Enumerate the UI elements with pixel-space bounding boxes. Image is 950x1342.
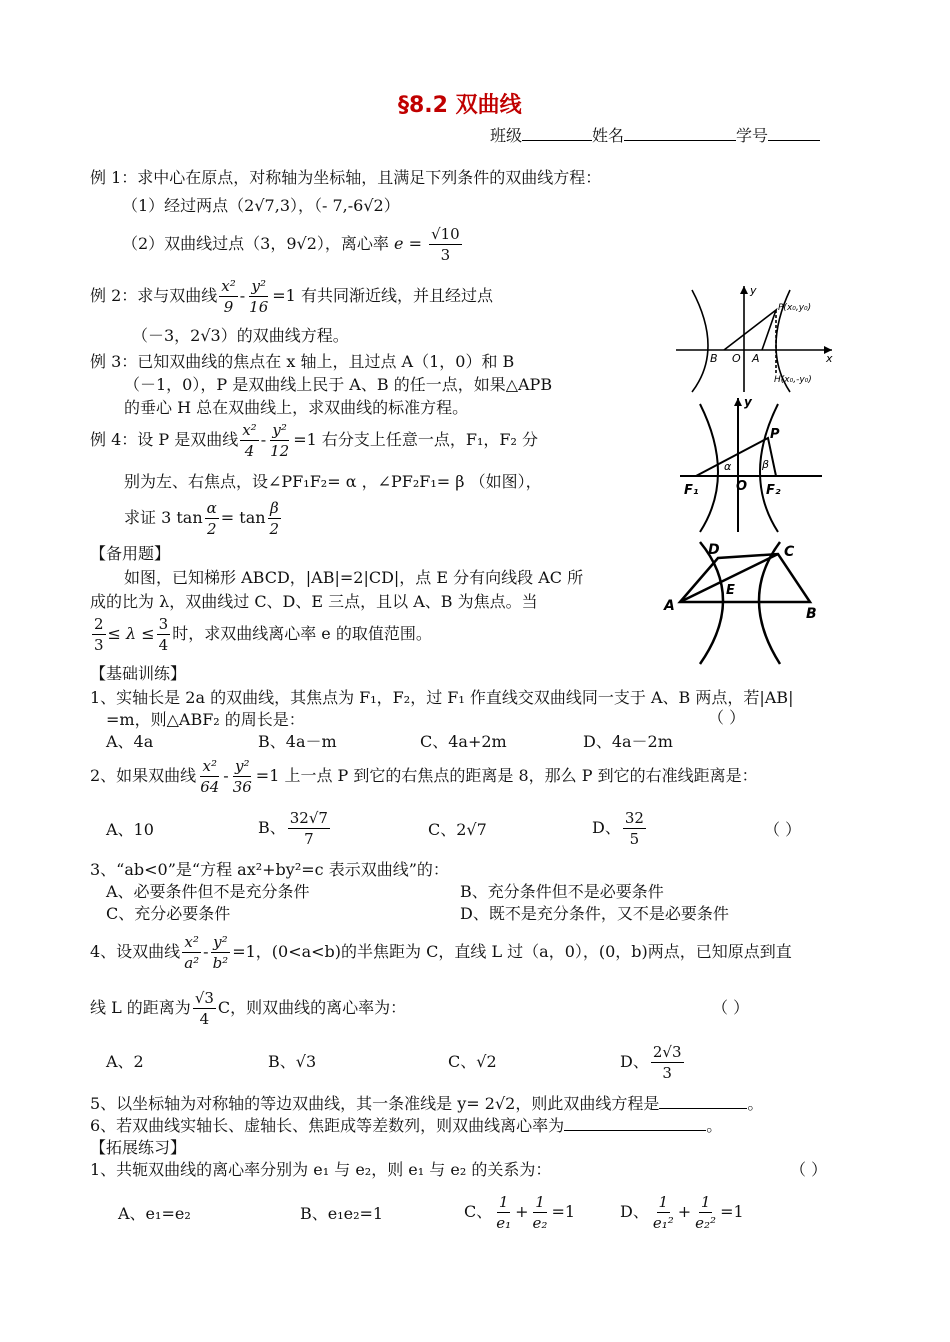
q2-x-frac — [198, 758, 221, 795]
frac-den: 2 — [206, 520, 217, 538]
id-label: 学号 — [736, 126, 769, 145]
id-blank[interactable] — [768, 126, 820, 141]
frac-num: x² — [202, 757, 217, 775]
basic-q4-option-a[interactable]: A、2 — [106, 1052, 144, 1071]
page-title: §8.2 双曲线 — [398, 93, 522, 118]
q4-y-frac — [211, 934, 231, 971]
ex2-pre: 例 2：求与双曲线 — [90, 286, 218, 305]
frac-den: 4 — [199, 1010, 210, 1028]
frac-den: 9 — [223, 298, 234, 316]
option-letter: C、 — [464, 1202, 493, 1221]
basic-q1-answer-paren[interactable]: （ ） — [708, 708, 746, 727]
q4-post: =1，(0<a<b)的半焦距为 C，直线 L 过（a，0），(0，b)两点，已知原点到直 — [232, 942, 792, 961]
equals: =1 — [551, 1202, 576, 1221]
ex4-prove-pre: 求证 3 tan — [124, 508, 203, 527]
d-frac-2 — [693, 1194, 718, 1231]
figure-trapezoid — [660, 536, 830, 668]
upper-bound-frac — [157, 616, 171, 653]
student-info — [490, 126, 820, 146]
basic-q3-option-a[interactable]: A、必要条件但不是充分条件 — [106, 882, 310, 901]
frac-den: 12 — [270, 442, 290, 460]
q2-pre: 2、如果双曲线 — [90, 766, 197, 785]
ex1-e-label: e = — [394, 234, 422, 253]
frac-den: 64 — [200, 778, 220, 796]
ex4-prove — [124, 498, 283, 538]
spare-line3-post: 时，求双曲线离心率 e 的取值范围。 — [172, 624, 432, 643]
fig3-label-a: A — [664, 598, 675, 614]
fig3-label-e: E — [726, 583, 735, 598]
ex4-x-frac — [240, 422, 258, 459]
option-letter: D、 — [620, 1202, 649, 1221]
ex4-y-frac — [268, 422, 291, 459]
frac-den: e₁² — [652, 1214, 674, 1232]
fig3-label-b: B — [806, 606, 817, 622]
frac-den: 3 — [662, 1064, 672, 1082]
ex1-head: 例 1：求中心在原点，对称轴为坐标轴，且满足下列条件的双曲线方程： — [90, 168, 602, 187]
ex4-post: =1 右分支上任意一点，F₁，F₂ 分 — [293, 430, 538, 449]
q4-line2-post: C，则双曲线的离心率为： — [217, 998, 407, 1017]
fig1-label-h: H(x₀,-y₀) — [774, 375, 812, 385]
q2-d-frac — [623, 810, 646, 847]
basic-q3-option-c[interactable]: C、充分必要条件 — [106, 904, 231, 923]
frac-num: 2 — [94, 615, 104, 633]
fig3-label-c: C — [784, 544, 795, 560]
frac-den: b² — [212, 954, 229, 972]
basic-q4-option-b[interactable]: B、√3 — [268, 1052, 317, 1071]
frac-den: e₂² — [695, 1214, 717, 1232]
basic-q1-line2: =m，则△ABF₂ 的周长是： — [106, 710, 305, 729]
class-blank[interactable] — [522, 126, 592, 141]
plus-sign: + — [515, 1202, 529, 1221]
frac-num: 3 — [158, 615, 169, 633]
minus-sign: - — [203, 942, 209, 961]
ex2-x-frac — [219, 278, 237, 315]
q4-pre: 4、设双曲线 — [90, 942, 181, 961]
alpha-half-frac — [205, 500, 219, 537]
fig1-label-a: A — [752, 352, 760, 365]
frac-num: y² — [251, 277, 266, 295]
ex2-post: =1 有共同渐近线，并且经过点 — [272, 286, 493, 305]
q5-end: 。 — [747, 1094, 764, 1113]
lower-bound-frac — [92, 616, 106, 653]
equals: =1 — [720, 1202, 744, 1221]
ex1-eccentricity-frac — [429, 226, 462, 263]
ex4-line2: 别为左、右焦点，设∠PF₁F₂= α ，∠PF₂F₁= β （如图）， — [124, 472, 542, 491]
extend-q1-option-b[interactable]: B、e₁e₂=1 — [300, 1204, 384, 1223]
basic-q1-option-c[interactable]: C、4a+2m — [420, 732, 507, 751]
fig3-label-d: D — [708, 542, 720, 558]
c-frac-1 — [494, 1194, 513, 1231]
frac-num: 1 — [700, 1193, 711, 1211]
figure-focal-angles — [676, 392, 826, 534]
q6-end: 。 — [706, 1116, 723, 1135]
extend-q1-option-d[interactable] — [620, 1190, 744, 1234]
option-letter: B、 — [258, 818, 286, 837]
ex4-pre: 例 4：设 P 是双曲线 — [90, 430, 239, 449]
basic-q2-answer-paren[interactable]: （ ） — [764, 820, 802, 839]
extend-q1-line: 1、共轭双曲线的离心率分别为 e₁ 与 e₂，则 e₁ 与 e₂ 的关系为： — [90, 1160, 552, 1179]
minus-sign: - — [260, 430, 267, 449]
basic-q2-option-d[interactable] — [592, 808, 648, 848]
q2-post: =1 上一点 P 到它的右焦点的距离是 8，那么 P 到它的右准线距离是： — [255, 766, 758, 785]
basic-q4-answer-paren[interactable]: （ ） — [712, 998, 750, 1017]
basic-q4-line2 — [90, 988, 406, 1028]
basic-heading: 【基础训练】 — [90, 664, 187, 683]
ex1-part2-text: （2）双曲线过点（3，9√2），离心率 — [122, 234, 389, 253]
frac-den: 4 — [244, 442, 255, 460]
basic-q3-line: 3、“ab<0”是“方程 ax²+by²=c 表示双曲线”的： — [90, 860, 449, 879]
option-letter: D、 — [620, 1052, 649, 1071]
frac-den: 3 — [94, 636, 104, 654]
basic-q4-line1 — [90, 932, 792, 972]
frac-num: y² — [272, 421, 287, 439]
q2-y-frac — [231, 758, 254, 795]
extend-q1-answer-paren[interactable]: （ ） — [790, 1160, 828, 1179]
basic-q1-option-d[interactable]: D、4a－2m — [583, 732, 673, 751]
frac-den: 16 — [249, 298, 269, 316]
spare-heading: 【备用题】 — [90, 544, 171, 563]
frac-num: 1 — [535, 1193, 545, 1211]
d-frac-1 — [651, 1194, 676, 1231]
frac-den: 7 — [304, 830, 314, 848]
frac-den: 5 — [629, 830, 640, 848]
frac-num: α — [206, 499, 217, 517]
lambda-range: ≤ λ ≤ — [107, 624, 155, 643]
frac-num: y² — [234, 757, 250, 775]
frac-num: 32 — [624, 809, 644, 827]
frac-den: 4 — [158, 636, 169, 654]
frac-num: 1 — [498, 1193, 509, 1211]
frac-num: x² — [242, 421, 257, 439]
fig1-label-x: x — [826, 352, 833, 365]
name-blank[interactable] — [624, 126, 736, 141]
minus-sign: - — [223, 766, 229, 785]
frac-num: x² — [221, 277, 236, 295]
basic-q5-line — [90, 1094, 763, 1114]
ex3-line2: （－1，0），P 是双曲线上民于 A、B 的任一点，如果△APB — [124, 375, 553, 394]
frac-den: a² — [184, 954, 200, 972]
fig1-label-o: O — [732, 352, 741, 365]
left-branch — [692, 290, 708, 392]
basic-q1-option-a[interactable]: A、4a — [106, 732, 154, 751]
frac-num: β — [269, 499, 279, 517]
frac-num: y² — [213, 933, 228, 951]
basic-q2-option-b[interactable] — [258, 808, 332, 848]
basic-q4-option-d[interactable] — [620, 1042, 686, 1082]
spare-line1: 如图，已知梯形 ABCD，|AB|=2|CD|，点 E 分有向线段 AC 所 — [124, 568, 584, 587]
ex4-line1 — [90, 420, 538, 460]
ex2-line2: （－3，2√3）的双曲线方程。 — [132, 326, 349, 345]
frac-den: 36 — [232, 778, 252, 796]
frac-num: √3 — [194, 989, 214, 1007]
fig1-label-b: B — [710, 352, 718, 365]
ex2-y-frac — [247, 278, 270, 315]
frac-num: x² — [184, 933, 199, 951]
minus-sign: - — [239, 286, 246, 305]
name-label: 姓名 — [592, 126, 625, 145]
trapezoid-abcd — [680, 554, 810, 602]
q4-dist-frac — [193, 990, 216, 1027]
plus-sign: + — [677, 1202, 692, 1221]
fig2-label-o: O — [736, 479, 748, 494]
ex1-part1: （1）经过两点（2√7,3），（- 7,-6√2） — [122, 196, 400, 215]
fig1-label-y: y — [750, 284, 757, 297]
q5-answer-blank[interactable] — [659, 1094, 747, 1109]
frac-num: 2√3 — [652, 1043, 682, 1061]
spare-line2: 成的比为 λ，双曲线过 C、D、E 三点，且以 A、B 为焦点。当 — [90, 592, 538, 611]
ex1-part2 — [122, 224, 464, 264]
basic-q2-option-a[interactable]: A、10 — [106, 820, 154, 839]
beta-half-frac — [268, 500, 282, 537]
spare-line3 — [90, 614, 432, 654]
q4-line2-pre: 线 L 的距离为 — [90, 998, 191, 1017]
basic-q2-option-c[interactable]: C、2√7 — [428, 820, 487, 839]
c-frac-2 — [531, 1194, 550, 1231]
fig2-label-y: y — [744, 395, 752, 409]
q4-x-frac — [182, 934, 201, 971]
basic-q6-line — [90, 1116, 722, 1136]
frac-num: 32√7 — [289, 809, 328, 827]
basic-q2-line — [90, 756, 758, 796]
basic-q1-option-b[interactable]: B、4a－m — [258, 732, 337, 751]
basic-q3-option-b[interactable]: B、充分条件但不是必要条件 — [460, 882, 664, 901]
frac-num: 1 — [658, 1193, 669, 1211]
frac-den: 2 — [269, 520, 280, 538]
frac-den: e₂ — [532, 1214, 548, 1232]
fig2-label-f2: F₂ — [766, 483, 781, 498]
figure-orthocenter — [672, 282, 842, 394]
q2-b-frac — [288, 810, 330, 847]
fig2-label-f1: F₁ — [684, 483, 699, 498]
basic-q1-line1: 1、实轴长是 2a 的双曲线，其焦点为 F₁，F₂，过 F₁ 作直线交双曲线同一支于 A、B 两点，若|AB| — [90, 688, 794, 707]
extend-q1-option-c[interactable] — [464, 1190, 575, 1234]
fig2-label-alpha: α — [724, 460, 732, 473]
ex3-line3: 的垂心 H 总在双曲线上，求双曲线的标准方程。 — [124, 398, 469, 417]
q4-d-frac — [651, 1044, 684, 1081]
ex4-mid: = tan — [220, 508, 266, 527]
basic-q3-option-d[interactable]: D、既不是充分条件，又不是必要条件 — [460, 904, 729, 923]
ex2-line1 — [90, 276, 493, 316]
q5-text: 5、以坐标轴为对称轴的等边双曲线，其一条准线是 y= 2√2，则此双曲线方程是 — [90, 1094, 660, 1113]
basic-q4-option-c[interactable]: C、√2 — [448, 1052, 497, 1071]
option-letter: D、 — [592, 818, 621, 837]
fig2-label-p: P — [770, 427, 780, 442]
left-branch — [700, 404, 718, 532]
ex3-line1: 例 3：已知双曲线的焦点在 x 轴上，且过点 A（1，0）和 B — [90, 352, 515, 371]
frac-den: 3 — [440, 246, 451, 264]
extend-q1-option-a[interactable]: A、e₁=e₂ — [118, 1204, 191, 1223]
frac-den: e₁ — [496, 1214, 512, 1232]
frac-num: √10 — [431, 225, 460, 243]
q6-text: 6、若双曲线实轴长、虚轴长、焦距成等差数列，则双曲线离心率为 — [90, 1116, 565, 1135]
extend-heading: 【拓展练习】 — [90, 1138, 187, 1157]
fig2-label-beta: β — [762, 458, 770, 471]
class-label: 班级 — [490, 126, 523, 145]
q6-answer-blank[interactable] — [564, 1116, 706, 1131]
fig1-label-p: P(x₀,y₀) — [778, 303, 812, 313]
